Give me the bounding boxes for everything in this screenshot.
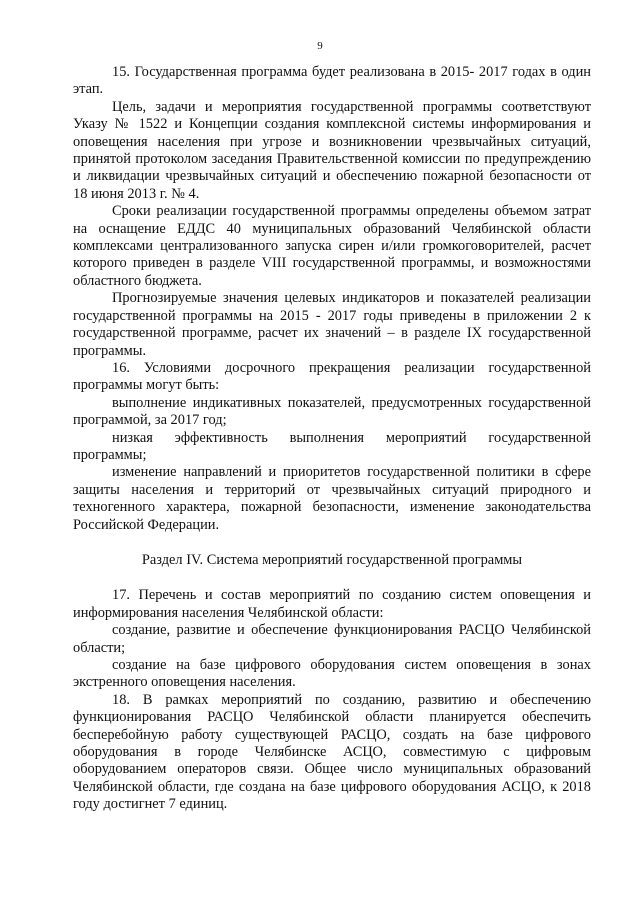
list-item-low-efficiency: низкая эффективность выполнения мероприятий государственной программы; <box>73 429 591 463</box>
paragraph-timeframe: Сроки реализации государственной программы определены объемом затрат на оснащение ЕДДС 40 муниципальных образований Челябинской области комплексами централизованного запуска сирен и/или громкоговорителей, расчет которого приведен в разделе VIII государственной программы, и возможностями областного бюджета. <box>73 203 591 289</box>
paragraph-indicators: Прогнозируемые значения целевых индикаторов и показателей реализации государственной программы на 2015 - 2017 годы приведены в приложении 2 к государственной программе, расчет их значений – в разделе IX государственной программы. <box>73 290 591 359</box>
paragraph-15: 15. Государственная программа будет реализована в 2015- 2017 годах в один этап. <box>73 64 591 98</box>
paragraph-goals: Цель, задачи и мероприятия государственной программы соответствуют Указу № 1522 и Концепции создания комплексной системы информирования и оповещения населения при угрозе и возникновении чрезвычайных ситуаций, принятой протоколом заседания Правительственной комиссии по предупреждению и ликвидации чрезвычайных ситуаций и обеспечению пожарной безопасности от 18 июня 2013 г. № 4. <box>73 98 591 202</box>
paragraph-18: 18. В рамках мероприятий по созданию, развитию и обеспечению функционирования РАСЦО Челябинской области планируется обеспечить бесперебойную работу существующей РАСЦО, создать на базе цифрового оборудования в городе Челябинске АСЦО, совместимую с цифровым оборудованием операторов связи. Общее число муниципальных образований Челябинской области, где создана на базе цифрового оборудования АСЦО, к 2018 году достигнет 7 единиц. <box>73 691 591 813</box>
paragraph-16: 16. Условиями досрочного прекращения реализации государственной программы могут быть: <box>73 359 591 394</box>
list-item-indicators-met: выполнение индикативных показателей, предусмотренных государственной программой, за 2017 год; <box>73 394 591 429</box>
paragraph-17: 17. Перечень и состав мероприятий по созданию систем оповещения и информирования населения Челябинской области: <box>73 587 591 621</box>
page-number: 9 <box>317 40 323 52</box>
document-body <box>73 64 591 814</box>
list-item-digital-systems: создание на базе цифрового оборудования систем оповещения в зонах экстренного оповещения населения. <box>73 657 591 691</box>
list-item-rasco: создание, развитие и обеспечение функционирования РАСЦО Челябинской области; <box>73 622 591 656</box>
section-heading: Раздел IV. Система мероприятий государственной программы <box>141 551 523 568</box>
list-item-policy-change: изменение направлений и приоритетов государственной политики в сфере защиты населения и территорий от чрезвычайных ситуаций природного и техногенного характера, пожарной безопасности, изменение законодательства Российской Федерации. <box>73 464 591 533</box>
